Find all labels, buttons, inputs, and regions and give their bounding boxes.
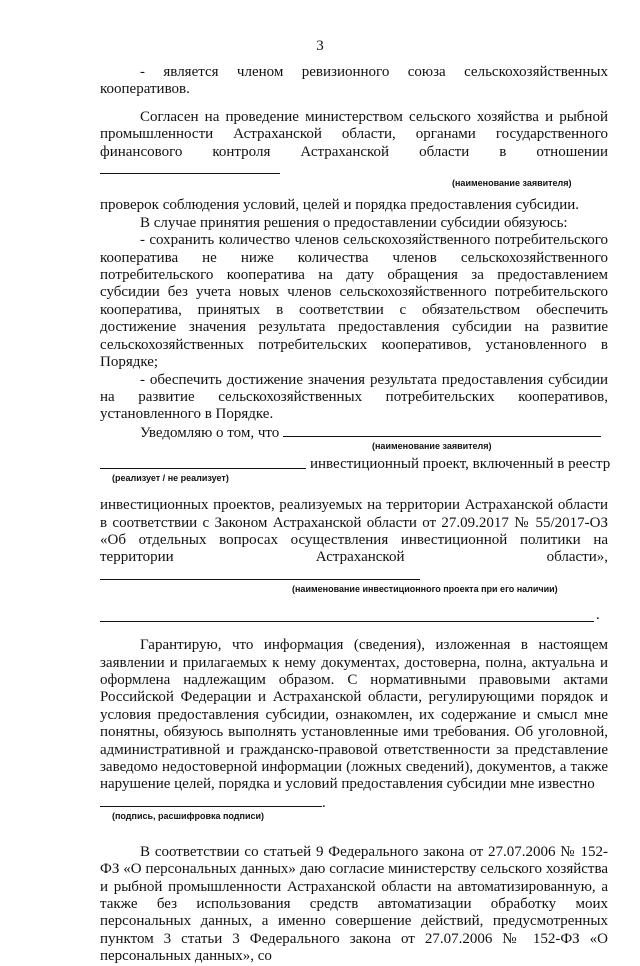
paragraph-obligation-members: - сохранить количество членов сельскохозяйственного потребительского кооператива не ниже количества членов сельскохозяйственного потребительского кооператива на дату обращения за предоставлением субсидии без учета новых членов сельскохозяйственного потребительского кооператива, принятых в соответствии с обязательством обеспечить достижение значения результата предоставления субсидии на развитие сельскохозяйственных потребительских кооперативов, установленного в Порядке; bbox=[100, 232, 608, 371]
project-name-line-row bbox=[100, 607, 608, 623]
caption-row bbox=[100, 473, 608, 487]
paragraph-obligation-result: - обеспечить достижение значения результата предоставления субсидии на развитие сельскохозяйственных потребительских кооперативов, установленного в Порядке. bbox=[100, 371, 608, 423]
notify-applicant-blank[interactable] bbox=[283, 424, 601, 437]
paragraph-revision-union: - является членом ревизионного союза сельскохозяйственных кооперативов. bbox=[100, 64, 608, 98]
project-line-end: . bbox=[596, 607, 600, 624]
project-name-caption: (наименование инвестиционного проекта при его наличии) bbox=[292, 584, 558, 595]
project-name-blank-2[interactable] bbox=[100, 607, 594, 622]
applicant-name-caption: (наименование заявителя) bbox=[452, 178, 572, 189]
paragraph-investment-registry bbox=[100, 497, 608, 585]
notify-text: Уведомляю о том, что bbox=[140, 424, 280, 441]
registry-text: инвестиционных проектов, реализуемых на территории Астраханской области в соответствии с Законом Астраханской области от 27.09.2017 № 55/2017-ОЗ «Об отдельных вопросах осуществления инвестиционной политики на территории Астраханской области», bbox=[100, 497, 608, 566]
paragraph-personal-data: В соответствии со статьей 9 Федерального закона от 27.07.2006 № 152-ФЗ «О персональных данных» даю согласие министерству сельского хозяйства и рыбной промышленности Астраханской области на автоматизированную, а также без использования средств автоматизации обработку моих персональных данных, а именно совершение действий, предусмотренных пунктом 3 статьи 3 Федерального закона от 27.07.2006 № 152-ФЗ «О персональных данных», со bbox=[100, 843, 608, 965]
page-number: 3 bbox=[316, 38, 324, 54]
caption-row bbox=[100, 179, 608, 190]
paragraph-guarantee: Гарантирую, что информация (сведения), изложенная в настоящем заявлении и прилагаемых к нему документах, достоверна, полна, актуальна и оформлена надлежащим образом. С нормативными правовыми актами Российской Федерации и Астраханской области, регулирующими порядок и условия предоставления субсидии, ознакомлен, их содержание и смысл мне понятны, обязуюсь выполнять установленные ими требования. Об уголовной, административной и гражданско-правовой ответственности за представление заведомо недостоверной информации (ложных сведений), документов, а также нарушение целей, порядка и условий предоставления субсидии мне известно bbox=[100, 637, 608, 793]
document-body bbox=[100, 64, 611, 966]
notify-applicant-caption: (наименование заявителя) bbox=[372, 441, 492, 452]
paragraph-inspection-end: проверок соблюдения условий, целей и порядка предоставления субсидии. bbox=[100, 197, 580, 214]
signature-row bbox=[100, 794, 608, 810]
project-name-blank[interactable] bbox=[100, 567, 420, 580]
paragraph-consent-inspection bbox=[100, 109, 608, 180]
caption-row bbox=[100, 585, 608, 597]
implements-text: инвестиционный проект, включенный в реестр bbox=[310, 456, 611, 473]
caption-row bbox=[100, 810, 608, 824]
consent-text: Согласен на проведение министерством сельского хозяйства и рыбной промышленности Астраханской области, органами государственного финансового контроля Астраханской области в отношении bbox=[100, 108, 608, 160]
implements-caption: (реализует / не реализует) bbox=[112, 473, 229, 484]
signature-blank[interactable] bbox=[100, 794, 322, 807]
paragraph-notify bbox=[100, 424, 608, 442]
paragraph-obligation-intro: В случае принятия решения о предоставлении субсидии обязуюсь: bbox=[140, 214, 568, 231]
implements-blank[interactable] bbox=[100, 456, 306, 469]
applicant-name-blank[interactable] bbox=[100, 161, 280, 174]
implements-row bbox=[100, 456, 611, 473]
caption-row bbox=[100, 442, 608, 454]
signature-caption: (подпись, расшифровка подписи) bbox=[112, 810, 265, 821]
signature-end: . bbox=[322, 794, 326, 811]
